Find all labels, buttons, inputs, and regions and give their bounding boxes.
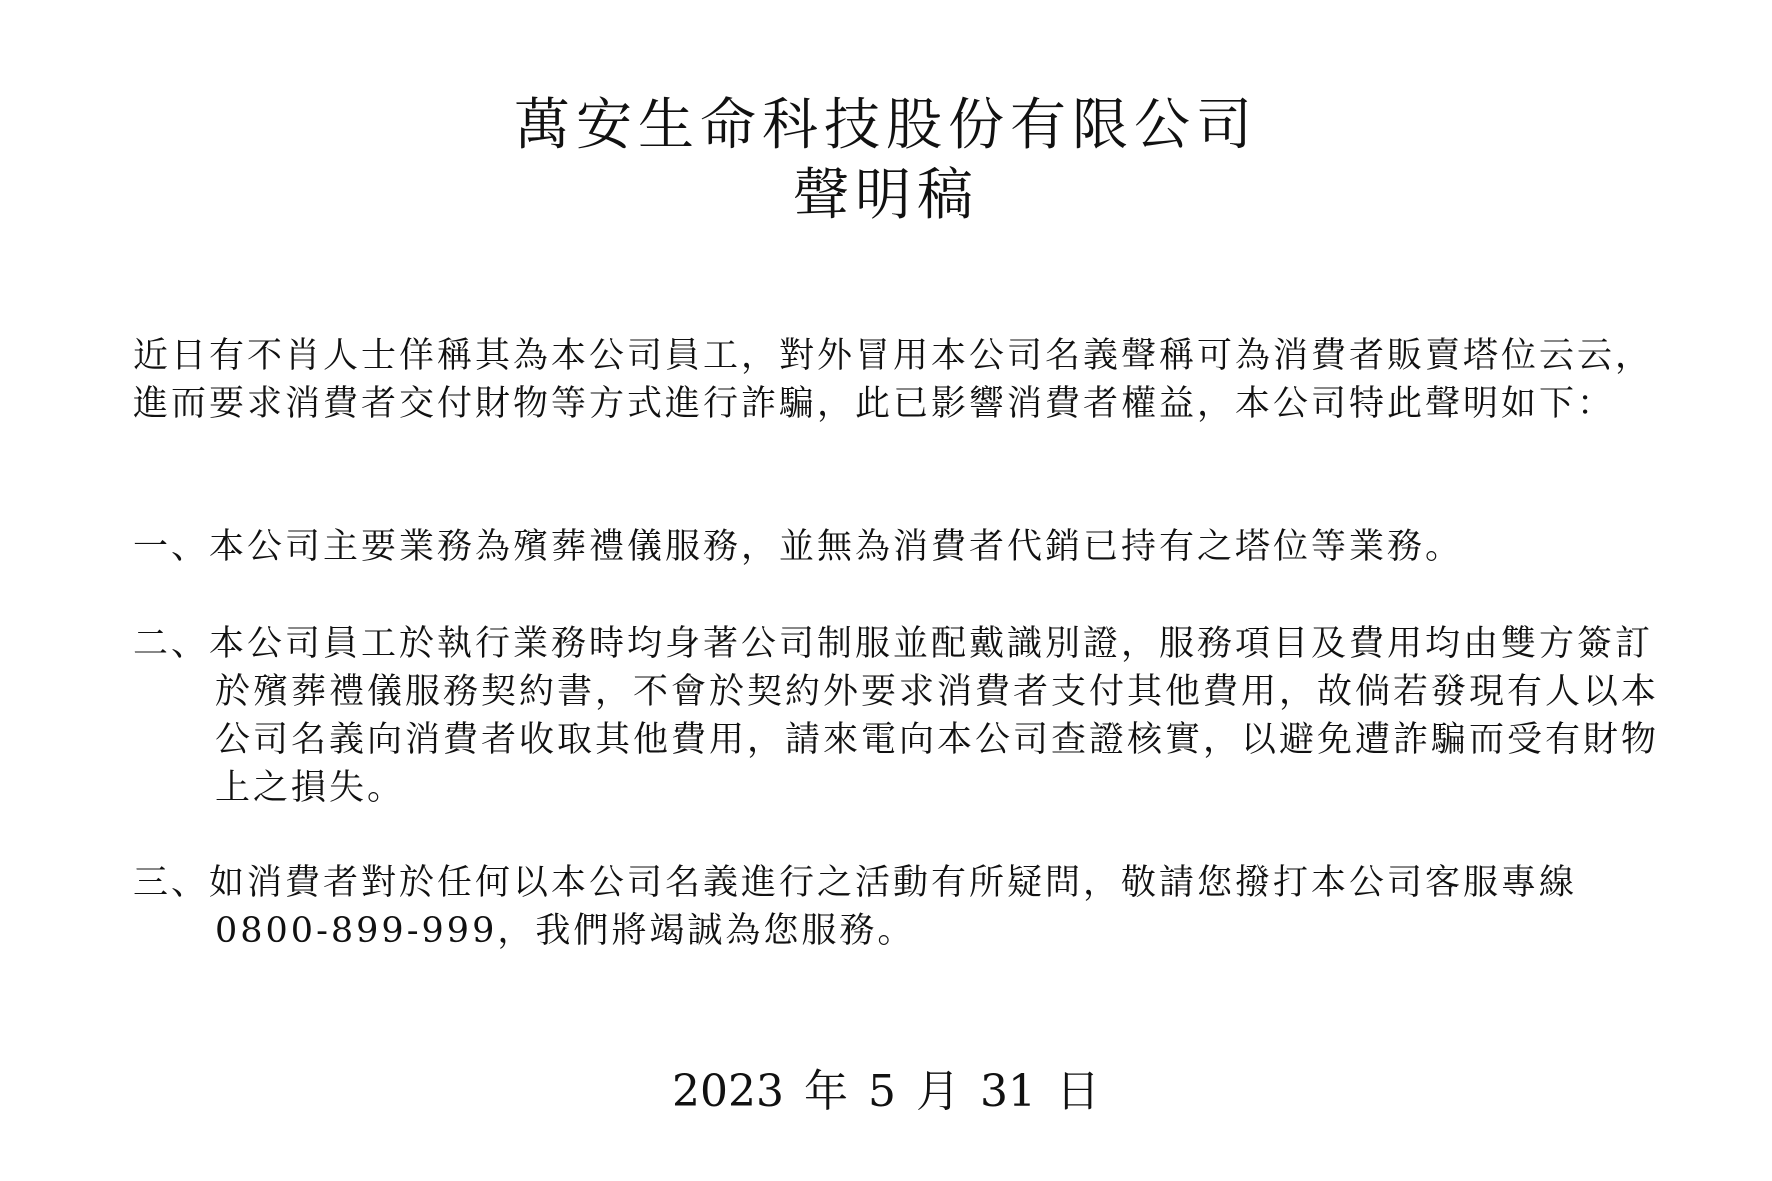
statement-item-1 <box>133 523 1663 571</box>
item-label: 一、 <box>133 527 210 567</box>
item-text: 如消費者對於任何以本公司名義進行之活動有所疑問，敬請您撥打本公司客服專線0800-899-999，我們將竭誠為您服務。 <box>209 863 1578 951</box>
date-year-unit: 年 <box>803 1066 848 1117</box>
date-month-unit: 月 <box>915 1066 960 1117</box>
statement-item-2 <box>133 620 1663 812</box>
date-day: 31 <box>979 1066 1036 1117</box>
item-label: 三、 <box>133 863 210 903</box>
date-day-unit: 日 <box>1055 1066 1100 1117</box>
date-line <box>0 1066 1772 1117</box>
intro-paragraph: 近日有不肖人士佯稱其為本公司員工，對外冒用本公司名義聲稱可為消費者販賣塔位云云，進而要求消費者交付財物等方式進行詐騙，此已影響消費者權益，本公司特此聲明如下： <box>133 336 1654 424</box>
statement-item-3 <box>133 859 1663 955</box>
date-year: 2023 <box>672 1066 784 1117</box>
item-text: 本公司員工於執行業務時均身著公司制服並配戴識別證，服務項目及費用均由雙方簽訂於殯葬禮儀服務契約書，不會於契約外要求消費者支付其他費用，故倘若發現有人以本公司名義向消費者收取其他費用，請來電向本公司查證核實，以避免遭詐騙而受有財物上之損失。 <box>209 624 1660 808</box>
date-month: 5 <box>867 1066 896 1117</box>
company-name: 萬安生命科技股份有限公司 <box>514 93 1258 158</box>
item-text: 本公司主要業務為殯葬禮儀服務，並無為消費者代銷已持有之塔位等業務。 <box>209 527 1464 567</box>
document-title: 聲明稿 <box>793 163 979 228</box>
item-label: 二、 <box>133 624 210 664</box>
